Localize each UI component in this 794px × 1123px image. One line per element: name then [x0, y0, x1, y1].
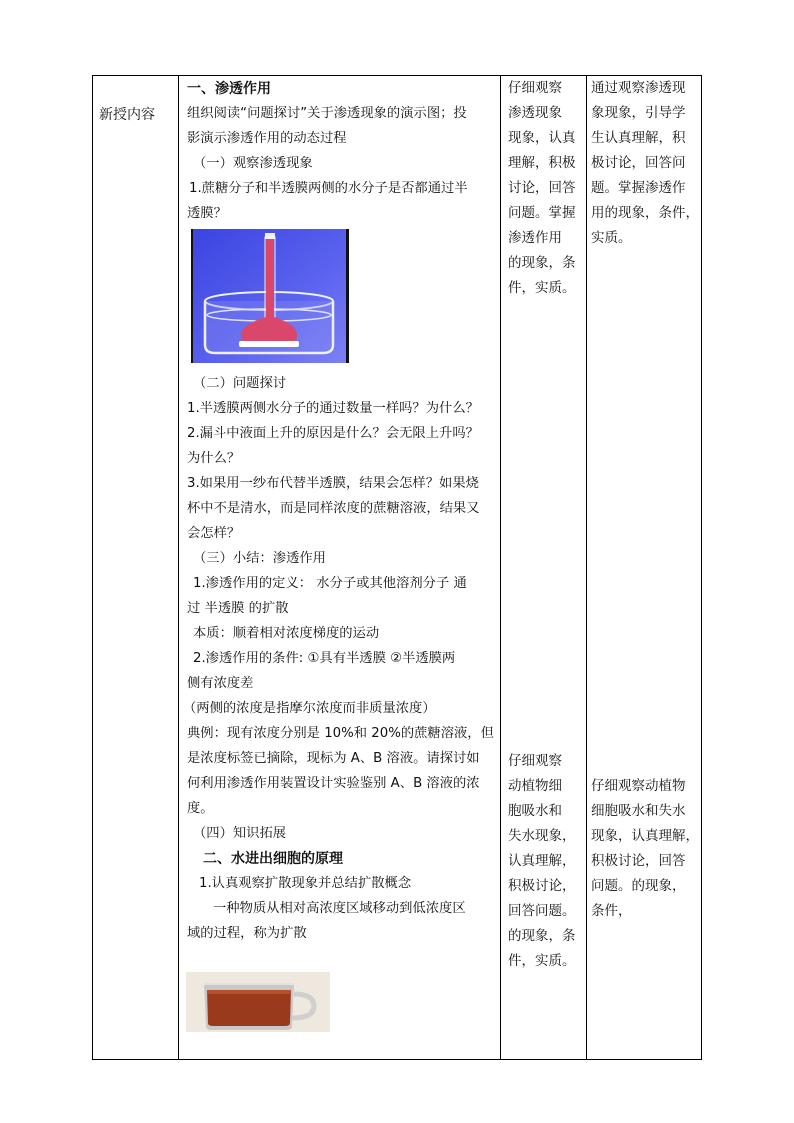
teacher-line: 极讨论，回答问 — [591, 155, 686, 171]
student-line: 现象，认真 — [508, 130, 576, 146]
subsection-heading: （一）观察渗透现象 — [193, 156, 313, 171]
content-line: 典例：现有浓度分别是 10%和 20%的蔗糖溶液，但 — [187, 726, 494, 741]
student-line: 积极讨论， — [508, 878, 576, 894]
content-line: 1.半透膜两侧水分子的通过数量一样吗？为什么？ — [187, 401, 479, 416]
content-line: 影演示渗透作用的动态过程 — [187, 131, 347, 146]
teacher-line: 条件， — [591, 903, 632, 919]
student-line: 件，实质。 — [508, 953, 576, 969]
content-line: 1.认真观察扩散现象并总结扩散概念 — [199, 876, 412, 891]
teacher-line: 仔细观察动植物 — [591, 778, 686, 794]
content-line: 杯中不是清水，而是同样浓度的蔗糖溶液，结果又 — [187, 501, 480, 516]
content-line: 本质：顺着相对浓度梯度的运动 — [193, 626, 380, 641]
content-line: 侧有浓度差 — [187, 676, 254, 691]
lesson-plan-table — [92, 75, 702, 1060]
content-line: 1.渗透作用的定义： 水分子或其他溶剂分子 通 — [193, 576, 467, 591]
student-line: 渗透现象 — [508, 105, 562, 121]
teacher-line: 用的现象，条件， — [591, 205, 699, 221]
content-line: 过 半透膜 的扩散 — [187, 601, 289, 616]
subsection-heading: （四）知识拓展 — [193, 826, 287, 841]
teacher-line: 细胞吸水和失水 — [591, 803, 686, 819]
student-line: 讨论，回答 — [508, 180, 576, 196]
content-line: 一种物质从相对高浓度区域移动到低浓度区 — [213, 901, 466, 916]
teacher-line: 题。掌握渗透作 — [591, 180, 686, 196]
content-line: 何利用渗透作用装置设计实验鉴别 A、B 溶液的浓 — [187, 776, 480, 791]
row-label-cell — [93, 76, 179, 1060]
teacher-line: 象现象，引导学 — [591, 105, 686, 121]
content-line: 2.漏斗中液面上升的原因是什么？会无限上升吗？ — [187, 426, 479, 441]
teacher-line: 生认真理解，积 — [591, 130, 686, 146]
student-line: 的现象，条 — [508, 255, 576, 271]
content-body — [179, 76, 500, 1059]
student-line: 动植物细 — [508, 778, 562, 794]
student-line: 渗透作用 — [508, 230, 562, 246]
content-cell — [179, 76, 501, 1060]
content-line: 会怎样？ — [187, 526, 241, 541]
subsection-heading: （三）小结：渗透作用 — [193, 551, 326, 566]
student-line: 问题。掌握 — [508, 205, 576, 221]
subsection-heading: （二）问题探讨 — [193, 376, 287, 391]
section-heading-1: 一、渗透作用 — [187, 81, 271, 97]
student-activity-cell — [501, 76, 587, 1060]
content-line: （两侧的浓度是指摩尔浓度而非质量浓度） — [183, 701, 436, 716]
student-activity-body — [501, 76, 586, 1059]
student-line: 理解，积极 — [508, 155, 576, 171]
content-line: 3.如果用一纱布代替半透膜，结果会怎样？如果烧 — [187, 476, 479, 491]
student-line: 的现象，条 — [508, 928, 576, 944]
student-line: 失水现象， — [508, 828, 576, 844]
student-line: 件，实质。 — [508, 280, 576, 296]
student-line: 回答问题。 — [508, 903, 576, 919]
teacher-line: 通过观察渗透现 — [591, 80, 686, 96]
osmosis-diagram-image — [191, 229, 349, 363]
row-label: 新授内容 — [99, 107, 155, 123]
teacher-line: 积极讨论，回答 — [591, 853, 686, 869]
section-heading-2: 二、水进出细胞的原理 — [203, 851, 343, 867]
teacher-design-cell — [587, 76, 702, 1060]
content-line: 域的过程，称为扩散 — [187, 926, 307, 941]
teacher-line: 实质。 — [591, 230, 632, 246]
content-line: 2.渗透作用的条件: ①具有半透膜 ②半透膜两 — [193, 651, 456, 666]
student-line: 胞吸水和 — [508, 803, 562, 819]
student-line: 仔细观察 — [508, 753, 562, 769]
student-line: 仔细观察 — [508, 80, 562, 96]
content-line: 1.蔗糖分子和半透膜两侧的水分子是否都通过半 — [189, 181, 468, 196]
content-line: 是浓度标签已摘除，现标为 A、B 溶液。请探讨如 — [187, 751, 480, 766]
content-line: 度。 — [187, 801, 214, 816]
content-line: 为什么？ — [187, 451, 241, 466]
teacher-line: 现象，认真理解， — [591, 828, 699, 844]
teacher-design-body — [587, 76, 701, 1059]
content-line: 透膜？ — [187, 206, 227, 221]
content-line: 组织阅读“问题探讨”关于渗透现象的演示图；投 — [187, 106, 467, 121]
diffusion-cup-image — [186, 972, 330, 1032]
student-line: 认真理解， — [508, 853, 576, 869]
teacher-line: 问题。的现象， — [591, 878, 686, 894]
